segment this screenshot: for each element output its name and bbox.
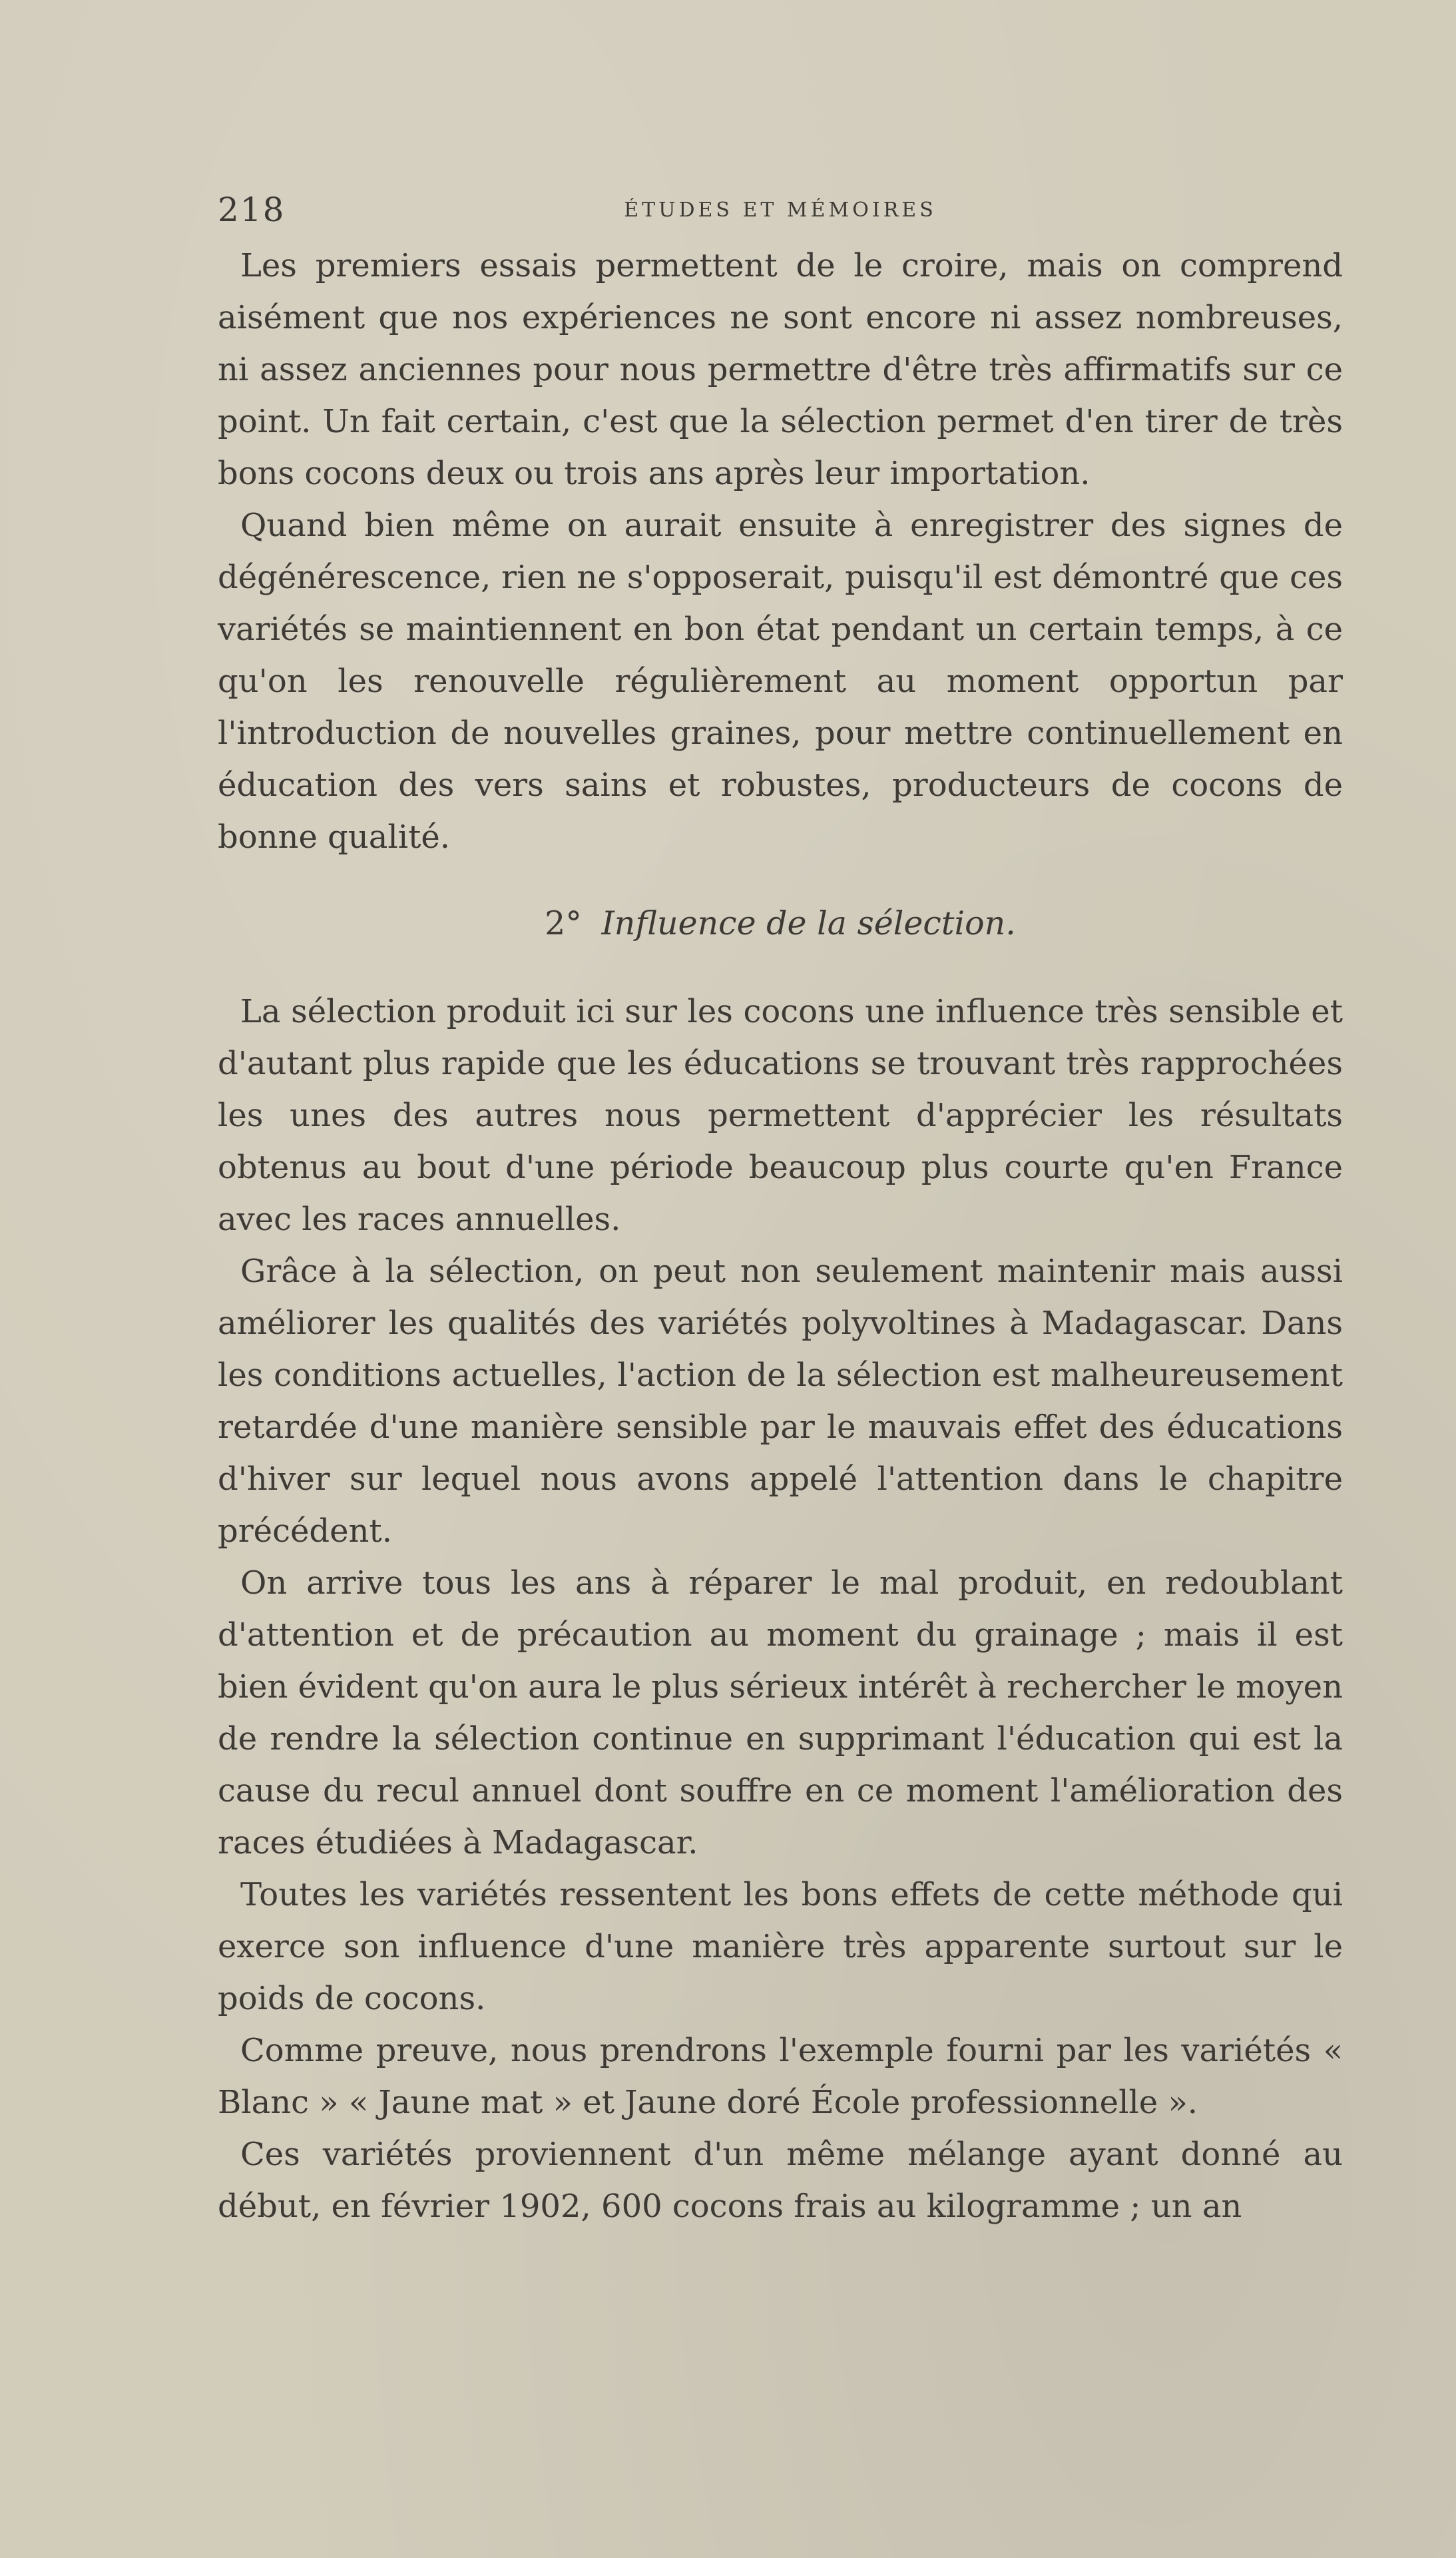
page-number: 218	[218, 190, 286, 229]
section-number: 2°	[545, 904, 582, 942]
page-header	[218, 180, 1343, 233]
paragraph: La sélection produit ici sur les cocons une influence très sensible et d'autant plus rapide que les éducations se trouvant très rapprochées les unes des autres nous permettent d'apprécier les résultats obtenus au bout d'une période beaucoup plus courte qu'en France avec les races annuelles.	[218, 993, 1343, 1238]
running-head: ÉTUDES ET MÉMOIRES	[624, 198, 937, 222]
paragraph: Ces variétés proviennent d'un même mélange ayant donné au début, en février 1902, 600 cocons frais au kilogramme ; un an	[218, 2136, 1343, 2225]
section-title: Influence de la sélection.	[601, 904, 1016, 942]
paragraph: On arrive tous les ans à réparer le mal produit, en redoublant d'attention et de précaution au moment du grainage ; mais il est bien évident qu'on aura le plus sérieux intérêt à rechercher le moyen de rendre la sélection continue en supprimant l'éducation qui est la cause du recul annuel dont souffre en ce moment l'amélioration des races étudiées à Madagascar.	[218, 1564, 1343, 1861]
text-block	[218, 180, 1343, 2232]
paragraph: Grâce à la sélection, on peut non seulement maintenir mais aussi améliorer les qualités des variétés polyvoltines à Madagascar. Dans les conditions actuelles, l'action de la sélection est malheureusement retardée d'une manière sensible par le mauvais effet des éducations d'hiver sur lequel nous avons appelé l'attention dans le chapitre précédent.	[218, 1253, 1343, 1550]
paragraph: Quand bien même on aurait ensuite à enregistrer des signes de dégénérescence, rien ne s'opposerait, puisqu'il est démontré que ces variétés se maintiennent en bon état pendant un certain temps, à ce qu'on les renouvelle régulièrement au moment opportun par l'introduction de nouvelles graines, pour mettre continuellement en éducation des vers sains et robustes, producteurs de cocons de bonne qualité.	[218, 507, 1343, 856]
paragraph: Comme preuve, nous prendrons l'exemple fourni par les variétés « Blanc » « Jaune mat » et Jaune doré École professionnelle ».	[218, 2032, 1343, 2121]
paragraph: Les premiers essais permettent de le croire, mais on comprend aisément que nos expériences ne sont encore ni assez nombreuses, ni assez anciennes pour nous permettre d'être très affirmatifs sur ce point. Un fait certain, c'est que la sélection permet d'en tirer de très bons cocons deux ou trois ans après leur importation.	[218, 247, 1343, 492]
paragraph: Toutes les variétés ressentent les bons effets de cette méthode qui exerce son influence d'une manière très apparente surtout sur le poids de cocons.	[218, 1876, 1343, 2017]
section-heading	[218, 898, 1343, 950]
